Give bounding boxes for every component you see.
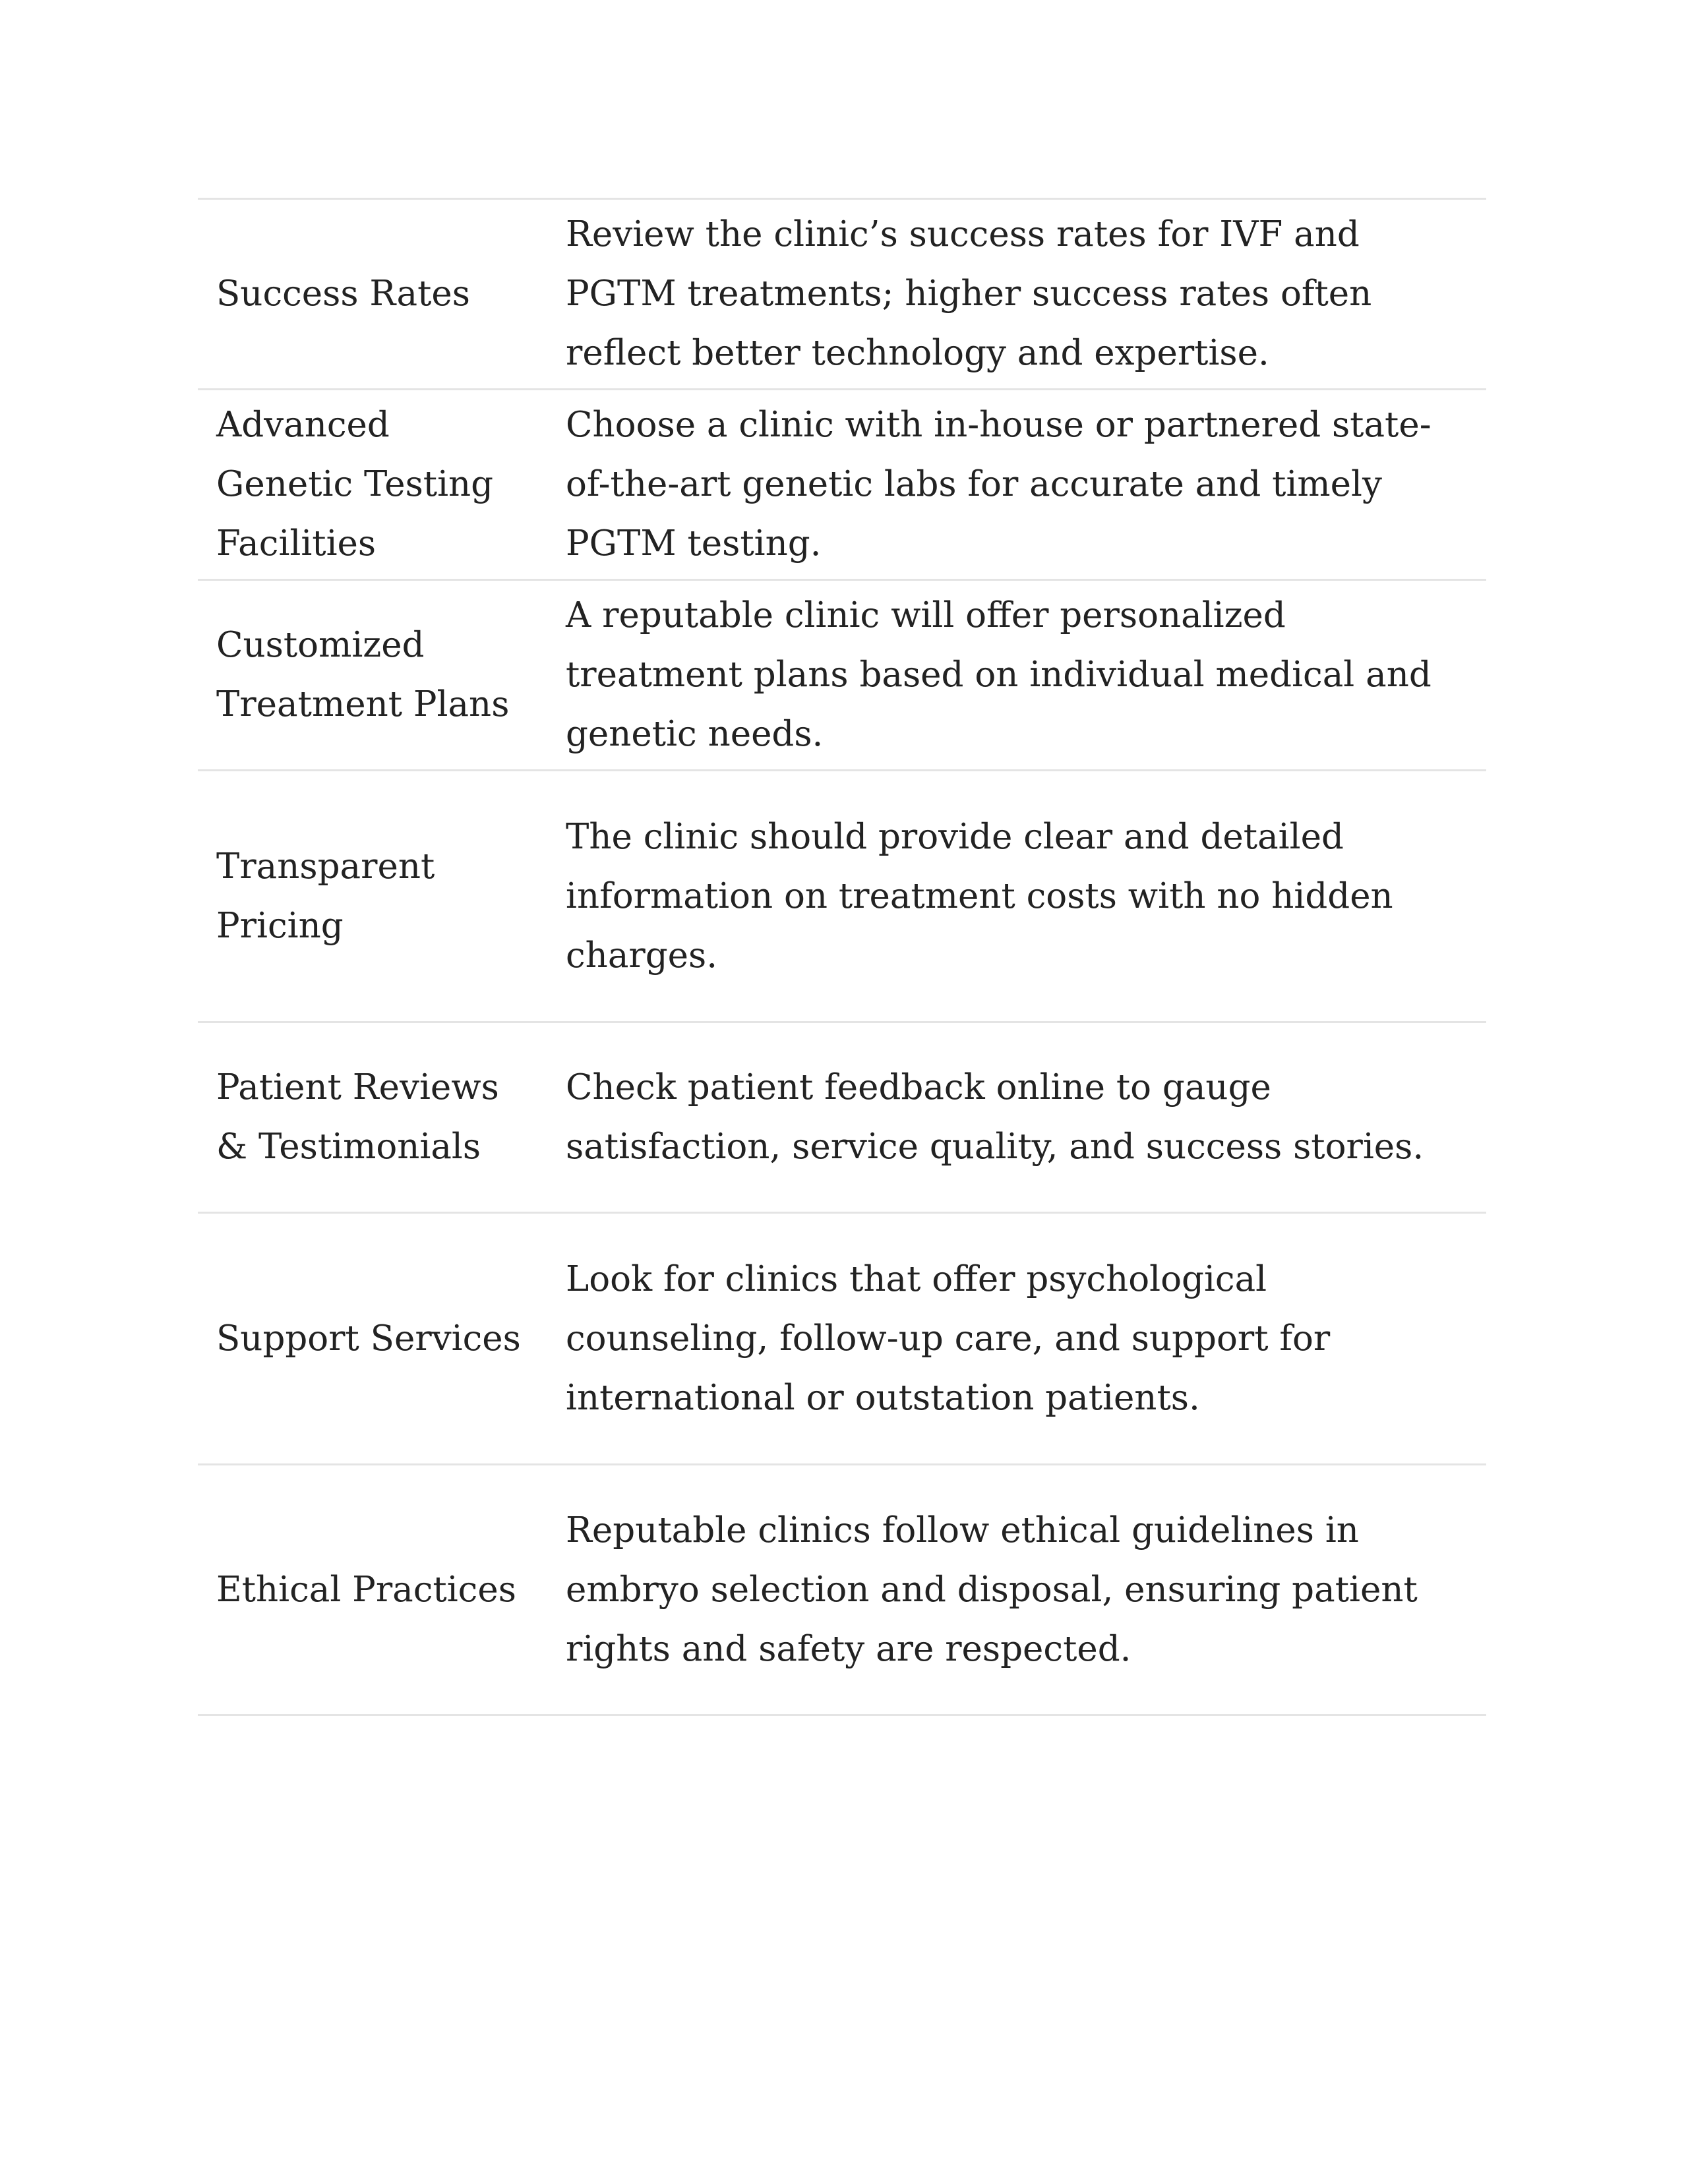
criterion-name: Transparent Pricing: [216, 846, 435, 946]
criterion-description: A reputable clinic will offer personalized treatment plans based on individual medical and genetic needs.: [566, 595, 1432, 754]
criterion-name: Support Services: [216, 1318, 521, 1359]
criterion-description: Review the clinic’s success rates for IVF and PGTM treatments; higher success rates often reflect better technology and expertise.: [566, 214, 1372, 373]
criterion-name: Ethical Practices: [216, 1569, 516, 1610]
criterion-description: Check patient feedback online to gauge satisfaction, service quality, and success stories.: [566, 1067, 1424, 1167]
criterion-name: Patient Reviews & Testimonials: [216, 1067, 499, 1167]
table-row: [198, 1022, 1486, 1213]
table-row: [198, 1213, 1486, 1465]
criterion-description: The clinic should provide clear and detailed information on treatment costs with no hidden charges.: [566, 816, 1393, 976]
criterion-name: Customized Treatment Plans: [216, 625, 510, 724]
table-row: [198, 771, 1486, 1022]
criterion-description: Look for clinics that offer psychological counseling, follow-up care, and support for international or outstation patients.: [566, 1258, 1331, 1418]
criterion-description: Reputable clinics follow ethical guidelines in embryo selection and disposal, ensuring patient rights and safety are respected.: [566, 1510, 1418, 1669]
criterion-name: Success Rates: [216, 274, 471, 314]
criterion-description: Choose a clinic with in-house or partnered state-of-the-art genetic labs for accurate and timely PGTM testing.: [566, 405, 1432, 564]
table-row: [198, 390, 1486, 580]
table-row: [198, 580, 1486, 771]
table-row: [198, 199, 1486, 390]
table-row: [198, 1465, 1486, 1715]
criterion-name: Advanced Genetic Testing Facilities: [216, 405, 494, 564]
clinic-criteria-table: [198, 198, 1486, 1716]
